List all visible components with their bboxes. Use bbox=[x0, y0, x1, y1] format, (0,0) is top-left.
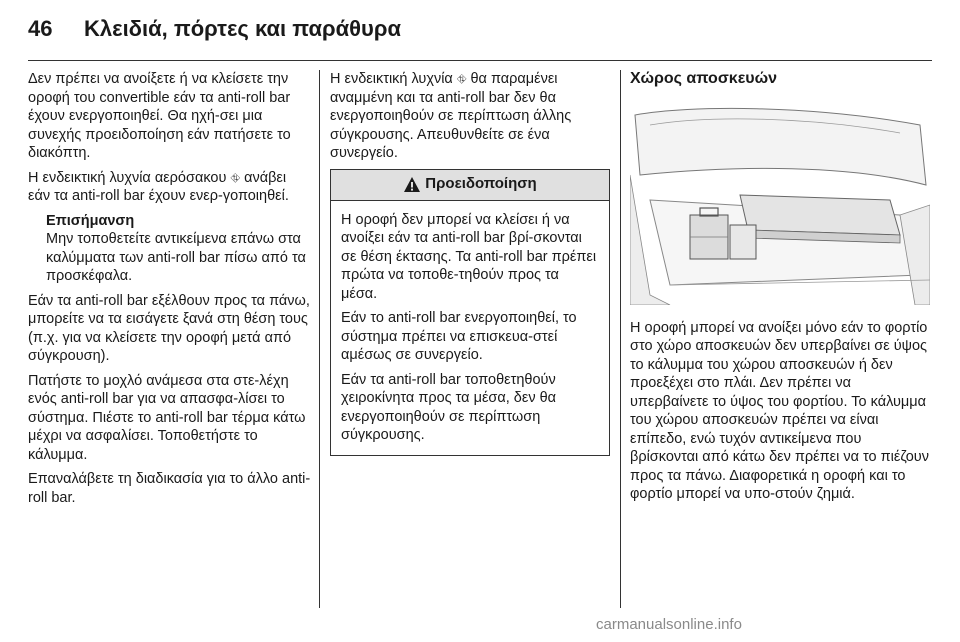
paragraph: Η ενδεικτική λυχνία αερόσακου ⛗ ανάβει εάν τα anti-roll bar έχουν ενερ-γοποιηθεί. bbox=[28, 169, 289, 204]
column-divider bbox=[620, 70, 621, 608]
trunk-illustration bbox=[630, 105, 930, 305]
note-label: Επισήμανση bbox=[46, 212, 135, 229]
chapter-title: Κλειδιά, πόρτες και παράθυρα bbox=[84, 16, 401, 41]
paragraph: Δεν πρέπει να ανοίξετε ή να κλείσετε την οροφή του convertible εάν τα anti-roll bar έχουν ενεργοποιηθεί. Θα ηχή-σει μια συνεχής προειδοποίηση εάν πατήσετε το διακόπτη. bbox=[28, 71, 291, 161]
column-divider bbox=[319, 70, 320, 608]
paragraph: Πατήστε το μοχλό ανάμεσα στα στε-λέχη ενός anti-roll bar για να απασφα-λίσει το σύστημα. Πιέστε το anti-roll bar τέρμα κάτω μέχρι να ασφαλίσει. Τοποθετήστε το κάλυμμα. bbox=[28, 372, 306, 463]
section-title: Χώρος αποσκευών bbox=[630, 70, 778, 87]
warning-paragraph: Η οροφή δεν μπορεί να κλείσει ή να ανοίξει εάν τα anti-roll bar βρί-σκονται σε θέση έκτασης. Τα anti-roll bar πρέπει πρώτα να τοποθε-τηθούν προς τα μέσα. bbox=[341, 211, 597, 302]
airbag-icon: ⛗ bbox=[456, 72, 467, 86]
paragraph: Η οροφή μπορεί να ανοίξει μόνο εάν το φορτίο στο χώρο αποσκευών δεν υπερβαίνει σε ύψος το κάλυμμα του χώρου αποσκευών ή δεν προεξέχει στο πλάι. Δεν πρέπει να υπερβαίνετε το ύψος του φορτίου. Το κάλυμμα του χώρου αποσκευών πρέπει να είναι επίπεδο, ενώ τυχόν αντικείμενα που βρίσκονται από κάτω δεν πρέπει να το πιέζουν προς τα πάνω. Διαφορετικά η οροφή και το φορτίο μπορεί να υπο-στούν ζημιά. bbox=[630, 319, 929, 502]
page-number: 46 bbox=[28, 16, 53, 41]
page-header bbox=[28, 14, 401, 44]
warning-header bbox=[331, 170, 609, 201]
watermark: carmanualsonline.info bbox=[596, 616, 742, 633]
warning-body bbox=[331, 201, 609, 455]
warning-paragraph: Εάν τα anti-roll bar τοποθετηθούν χειροκίνητα προς τα μέσα, δεν θα ενεργοποιηθούν σε περίπτωση σύγκρουσης. bbox=[341, 371, 557, 443]
note-block bbox=[46, 212, 312, 286]
paragraph: Η ενδεικτική λυχνία ⛗ θα παραμένει αναμμένη και τα anti-roll bar δεν θα ενεργοποιηθούν σε περίπτωση άλλης σύγκρουσης. Απευθυνθείτε σε ένα συνεργείο. bbox=[330, 71, 572, 161]
column-right bbox=[630, 70, 930, 510]
warning-box bbox=[330, 169, 610, 456]
paragraph: Επαναλάβετε τη διαδικασία για το άλλο anti-roll bar. bbox=[28, 471, 311, 506]
paragraph: Εάν τα anti-roll bar εξέλθουν προς τα πάνω, μπορείτε να τα εισάγετε ξανά στη θέση τους (π.χ. για να κλείσετε την οροφή μετά από σύγκρουση). bbox=[28, 292, 310, 364]
warning-triangle-icon bbox=[403, 176, 421, 193]
warning-title: Προειδοποίηση bbox=[425, 175, 537, 193]
airbag-icon: ⛗ bbox=[230, 170, 241, 185]
header-divider bbox=[28, 60, 932, 61]
column-left bbox=[28, 70, 312, 513]
warning-paragraph: Εάν το anti-roll bar ενεργοποιηθεί, το σύστημα πρέπει να επισκευα-στεί αμέσως σε συνεργείο. bbox=[341, 310, 577, 363]
column-middle bbox=[330, 70, 610, 456]
note-text: Μην τοποθετείτε αντικείμενα επάνω στα καλύμματα των anti-roll bar πίσω από τα προσκέφαλα. bbox=[46, 231, 306, 284]
